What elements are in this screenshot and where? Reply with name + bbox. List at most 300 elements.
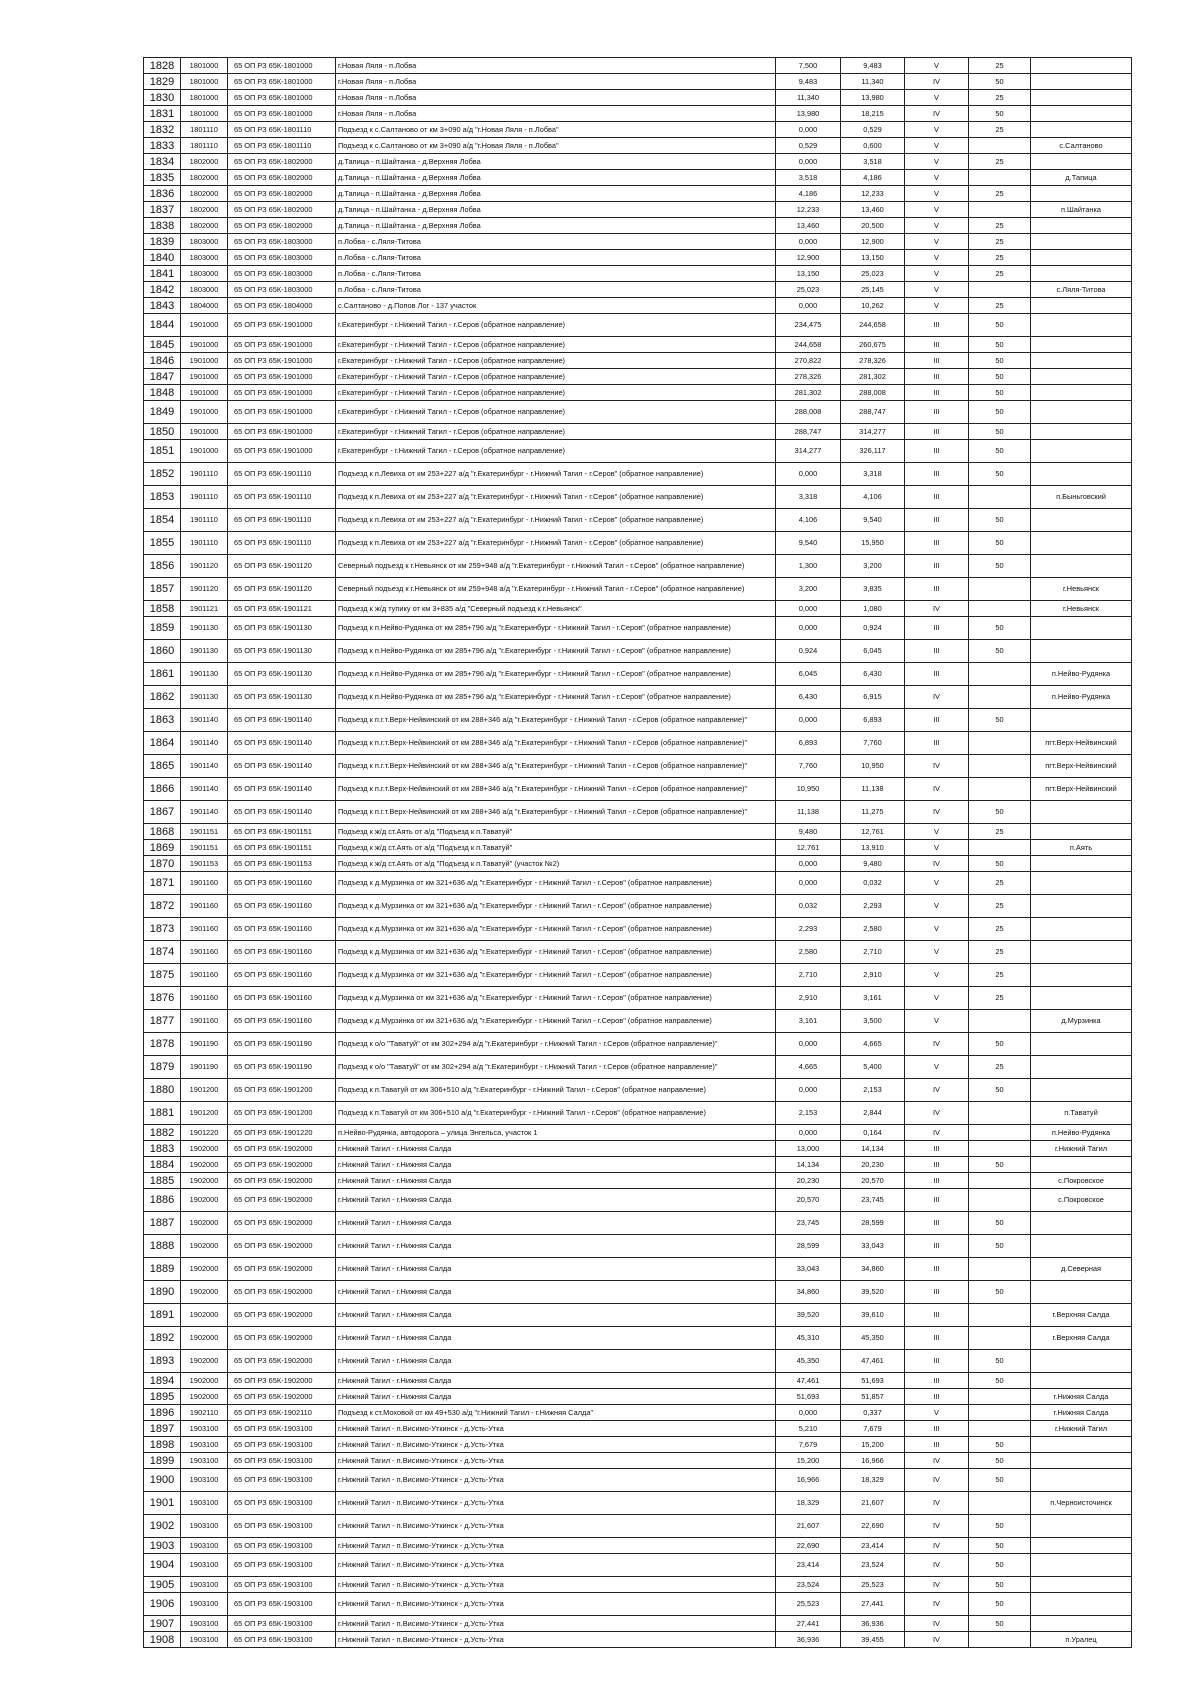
road-name: г.Екатеринбург - г.Нижний Тагил - г.Серов (обратное направление) <box>336 440 776 463</box>
km-start: 10,950 <box>776 778 841 801</box>
road-category: V <box>905 918 969 941</box>
road-index: 65 ОП РЗ 65К-1903100 <box>228 1492 336 1515</box>
road-name: г.Нижний Тагил - г.Нижняя Салда <box>336 1350 776 1373</box>
speed-limit <box>969 601 1031 617</box>
road-category: III <box>905 509 969 532</box>
road-index: 65 ОП РЗ 65К-1903100 <box>228 1453 336 1469</box>
road-code: 1801000 <box>181 90 228 106</box>
road-name: Подъезд к д.Мурзинка от км 321+636 а/д "г.Екатеринбург - г.Нижний Тагил - г.Серов" (обратное направление) <box>336 1010 776 1033</box>
road-category: V <box>905 895 969 918</box>
row-number: 1908 <box>144 1632 181 1648</box>
road-category: V <box>905 218 969 234</box>
row-number: 1875 <box>144 964 181 987</box>
road-category: III <box>905 1189 969 1212</box>
speed-limit: 50 <box>969 1577 1031 1593</box>
settlement-name: п.Аять <box>1031 840 1132 856</box>
km-start: 33,043 <box>776 1258 841 1281</box>
road-code: 1901000 <box>181 314 228 337</box>
road-name: Подъезд к п.г.т.Верх-Нейвинский от км 288+346 а/д "г.Екатеринбург - г.Нижний Тагил - г.Серов (обратное направление)" <box>336 709 776 732</box>
settlement-name <box>1031 640 1132 663</box>
row-number: 1891 <box>144 1304 181 1327</box>
road-code: 1802000 <box>181 154 228 170</box>
road-index: 65 ОП РЗ 65К-1901130 <box>228 640 336 663</box>
road-code: 1903100 <box>181 1437 228 1453</box>
road-code: 1901160 <box>181 964 228 987</box>
km-end: 2,844 <box>841 1102 905 1125</box>
road-code: 1902000 <box>181 1189 228 1212</box>
km-end: 4,186 <box>841 170 905 186</box>
road-code: 1902000 <box>181 1373 228 1389</box>
row-number: 1842 <box>144 282 181 298</box>
row-number: 1862 <box>144 686 181 709</box>
km-end: 9,480 <box>841 856 905 872</box>
road-index: 65 ОП РЗ 65К-1903100 <box>228 1632 336 1648</box>
settlement-name <box>1031 856 1132 872</box>
road-category: III <box>905 1437 969 1453</box>
speed-limit <box>969 1102 1031 1125</box>
road-code: 1902000 <box>181 1389 228 1405</box>
table-row <box>144 941 1132 964</box>
road-category: III <box>905 385 969 401</box>
table-row <box>144 170 1132 186</box>
road-index: 65 ОП РЗ 65К-1901121 <box>228 601 336 617</box>
road-category: III <box>905 486 969 509</box>
table-row <box>144 555 1132 578</box>
table-row <box>144 663 1132 686</box>
speed-limit: 50 <box>969 314 1031 337</box>
road-category: V <box>905 138 969 154</box>
km-end: 0,164 <box>841 1125 905 1141</box>
km-start: 7,760 <box>776 755 841 778</box>
road-category: V <box>905 840 969 856</box>
settlement-name: г.Нижний Тагил <box>1031 1421 1132 1437</box>
road-name: г.Новая Ляля - п.Лобва <box>336 74 776 90</box>
row-number: 1888 <box>144 1235 181 1258</box>
road-category: III <box>905 314 969 337</box>
road-category: V <box>905 58 969 74</box>
speed-limit: 50 <box>969 1281 1031 1304</box>
row-number: 1831 <box>144 106 181 122</box>
road-index: 65 ОП РЗ 65К-1903100 <box>228 1437 336 1453</box>
road-name: Подъезд к д.Мурзинка от км 321+636 а/д "г.Екатеринбург - г.Нижний Тагил - г.Серов" (обратное направление) <box>336 895 776 918</box>
settlement-name <box>1031 895 1132 918</box>
road-code: 1901153 <box>181 856 228 872</box>
table-row <box>144 1189 1132 1212</box>
table-row <box>144 640 1132 663</box>
km-start: 0,000 <box>776 709 841 732</box>
km-start: 5,210 <box>776 1421 841 1437</box>
row-number: 1889 <box>144 1258 181 1281</box>
settlement-name: п.Нейво-Рудянка <box>1031 663 1132 686</box>
speed-limit: 50 <box>969 1453 1031 1469</box>
road-code: 1903100 <box>181 1538 228 1554</box>
road-index: 65 ОП РЗ 65К-1902000 <box>228 1304 336 1327</box>
settlement-name <box>1031 1554 1132 1577</box>
km-end: 3,835 <box>841 578 905 601</box>
speed-limit <box>969 1304 1031 1327</box>
km-end: 2,153 <box>841 1079 905 1102</box>
table-row <box>144 186 1132 202</box>
road-category: III <box>905 1258 969 1281</box>
settlement-name <box>1031 941 1132 964</box>
road-name: п.Лобва - с.Ляля-Титова <box>336 250 776 266</box>
speed-limit: 25 <box>969 154 1031 170</box>
km-start: 281,302 <box>776 385 841 401</box>
speed-limit: 50 <box>969 401 1031 424</box>
road-index: 65 ОП РЗ 65К-1901151 <box>228 840 336 856</box>
table-row <box>144 964 1132 987</box>
road-code: 1903100 <box>181 1515 228 1538</box>
road-code: 1803000 <box>181 266 228 282</box>
row-number: 1895 <box>144 1389 181 1405</box>
road-code: 1903100 <box>181 1632 228 1648</box>
speed-limit: 50 <box>969 1033 1031 1056</box>
road-code: 1903100 <box>181 1554 228 1577</box>
road-name: Подъезд к п.Левиха от км 253+227 а/д "г.Екатеринбург - г.Нижний Тагил - г.Серов" (обратное направление) <box>336 532 776 555</box>
road-code: 1903100 <box>181 1453 228 1469</box>
road-code: 1801000 <box>181 106 228 122</box>
settlement-name <box>1031 1157 1132 1173</box>
km-start: 7,500 <box>776 58 841 74</box>
road-code: 1802000 <box>181 170 228 186</box>
km-end: 27,441 <box>841 1593 905 1616</box>
km-end: 15,950 <box>841 532 905 555</box>
table-row <box>144 1554 1132 1577</box>
km-start: 9,540 <box>776 532 841 555</box>
km-start: 27,441 <box>776 1616 841 1632</box>
road-code: 1901160 <box>181 941 228 964</box>
speed-limit <box>969 1327 1031 1350</box>
speed-limit: 50 <box>969 424 1031 440</box>
km-start: 11,340 <box>776 90 841 106</box>
km-end: 326,117 <box>841 440 905 463</box>
row-number: 1847 <box>144 369 181 385</box>
table-row <box>144 1056 1132 1079</box>
settlement-name: с.Покровское <box>1031 1189 1132 1212</box>
table-row <box>144 601 1132 617</box>
road-category: III <box>905 732 969 755</box>
table-row <box>144 1515 1132 1538</box>
km-start: 13,150 <box>776 266 841 282</box>
km-start: 2,710 <box>776 964 841 987</box>
road-name: г.Нижний Тагил - г.Нижняя Салда <box>336 1189 776 1212</box>
row-number: 1867 <box>144 801 181 824</box>
road-name: с.Салтаново - д.Попов Лог - 137 участок <box>336 298 776 314</box>
road-index: 65 ОП РЗ 65К-1801000 <box>228 106 336 122</box>
row-number: 1893 <box>144 1350 181 1373</box>
row-number: 1863 <box>144 709 181 732</box>
road-index: 65 ОП РЗ 65К-1802000 <box>228 202 336 218</box>
speed-limit: 50 <box>969 337 1031 353</box>
road-code: 1901110 <box>181 486 228 509</box>
table-row <box>144 1281 1132 1304</box>
speed-limit <box>969 840 1031 856</box>
road-name: г.Нижний Тагил - г.Нижняя Салда <box>336 1281 776 1304</box>
settlement-name <box>1031 353 1132 369</box>
km-start: 288,747 <box>776 424 841 440</box>
speed-limit: 50 <box>969 1079 1031 1102</box>
settlement-name: с.Салтаново <box>1031 138 1132 154</box>
road-category: V <box>905 964 969 987</box>
road-code: 1901000 <box>181 353 228 369</box>
road-code: 1803000 <box>181 282 228 298</box>
road-code: 1901151 <box>181 824 228 840</box>
row-number: 1887 <box>144 1212 181 1235</box>
road-index: 65 ОП РЗ 65К-1901110 <box>228 463 336 486</box>
table-row <box>144 1235 1132 1258</box>
settlement-name <box>1031 964 1132 987</box>
road-index: 65 ОП РЗ 65К-1901000 <box>228 440 336 463</box>
table-row <box>144 1350 1132 1373</box>
speed-limit: 50 <box>969 709 1031 732</box>
road-index: 65 ОП РЗ 65К-1801000 <box>228 90 336 106</box>
speed-limit: 50 <box>969 385 1031 401</box>
settlement-name: п.Шайтанка <box>1031 202 1132 218</box>
road-code: 1902000 <box>181 1141 228 1157</box>
road-name: Подъезд к п.Нейво-Рудянка от км 285+796 а/д "г.Екатеринбург - г.Нижний Тагил - г.Серов" (обратное направление) <box>336 617 776 640</box>
settlement-name <box>1031 234 1132 250</box>
road-index: 65 ОП РЗ 65К-1901160 <box>228 964 336 987</box>
table-row <box>144 1616 1132 1632</box>
road-category: III <box>905 1304 969 1327</box>
km-end: 12,900 <box>841 234 905 250</box>
road-name: Подъезд к д.Мурзинка от км 321+636 а/д "г.Екатеринбург - г.Нижний Тагил - г.Серов" (обратное направление) <box>336 918 776 941</box>
table-row <box>144 918 1132 941</box>
settlement-name <box>1031 1350 1132 1373</box>
row-number: 1848 <box>144 385 181 401</box>
row-number: 1870 <box>144 856 181 872</box>
road-name: г.Нижний Тагил - п.Висимо-Уткинск - д.Усть-Утка <box>336 1421 776 1437</box>
table-row <box>144 987 1132 1010</box>
row-number: 1897 <box>144 1421 181 1437</box>
row-number: 1846 <box>144 353 181 369</box>
row-number: 1854 <box>144 509 181 532</box>
row-number: 1896 <box>144 1405 181 1421</box>
row-number: 1877 <box>144 1010 181 1033</box>
speed-limit <box>969 1189 1031 1212</box>
road-category: V <box>905 202 969 218</box>
km-start: 7,679 <box>776 1437 841 1453</box>
row-number: 1865 <box>144 755 181 778</box>
settlement-name <box>1031 298 1132 314</box>
road-category: IV <box>905 601 969 617</box>
road-name: Подъезд к о/о "Таватуй" от км 302+294 а/д "г.Екатеринбург - г.Нижний Тагил - г.Серов (обратное направление)" <box>336 1033 776 1056</box>
speed-limit <box>969 202 1031 218</box>
road-name: Подъезд к п.Левиха от км 253+227 а/д "г.Екатеринбург - г.Нижний Тагил - г.Серов" (обратное направление) <box>336 509 776 532</box>
km-start: 0,000 <box>776 617 841 640</box>
km-start: 28,599 <box>776 1235 841 1258</box>
settlement-name <box>1031 1616 1132 1632</box>
km-start: 234,475 <box>776 314 841 337</box>
table-row <box>144 1405 1132 1421</box>
km-end: 314,277 <box>841 424 905 440</box>
road-code: 1901121 <box>181 601 228 617</box>
km-end: 260,675 <box>841 337 905 353</box>
road-name: Подъезд к п.Таватуй от км 306+510 а/д "г.Екатеринбург - г.Нижний Тагил - г.Серов" (обратное направление) <box>336 1102 776 1125</box>
km-start: 0,000 <box>776 1405 841 1421</box>
km-start: 6,430 <box>776 686 841 709</box>
table-row <box>144 234 1132 250</box>
row-number: 1858 <box>144 601 181 617</box>
speed-limit: 50 <box>969 509 1031 532</box>
road-code: 1901200 <box>181 1102 228 1125</box>
km-end: 0,337 <box>841 1405 905 1421</box>
row-number: 1884 <box>144 1157 181 1173</box>
road-index: 65 ОП РЗ 65К-1902000 <box>228 1258 336 1281</box>
road-category: IV <box>905 1079 969 1102</box>
road-registry-table <box>143 57 1132 1648</box>
row-number: 1906 <box>144 1593 181 1616</box>
settlement-name <box>1031 424 1132 440</box>
km-start: 15,200 <box>776 1453 841 1469</box>
road-index: 65 ОП РЗ 65К-1901140 <box>228 732 336 755</box>
road-index: 65 ОП РЗ 65К-1903100 <box>228 1577 336 1593</box>
road-name: г.Екатеринбург - г.Нижний Тагил - г.Серов (обратное направление) <box>336 385 776 401</box>
road-index: 65 ОП РЗ 65К-1901000 <box>228 401 336 424</box>
road-code: 1901000 <box>181 401 228 424</box>
row-number: 1874 <box>144 941 181 964</box>
road-category: V <box>905 122 969 138</box>
road-name: г.Нижний Тагил - г.Нижняя Салда <box>336 1235 776 1258</box>
road-index: 65 ОП РЗ 65К-1901160 <box>228 918 336 941</box>
km-end: 3,161 <box>841 987 905 1010</box>
speed-limit <box>969 1421 1031 1437</box>
km-end: 51,693 <box>841 1373 905 1389</box>
km-start: 39,520 <box>776 1304 841 1327</box>
km-end: 23,414 <box>841 1538 905 1554</box>
road-category: V <box>905 941 969 964</box>
settlement-name <box>1031 1577 1132 1593</box>
road-index: 65 ОП РЗ 65К-1901200 <box>228 1079 336 1102</box>
road-name: г.Нижний Тагил - п.Висимо-Уткинск - д.Усть-Утка <box>336 1453 776 1469</box>
km-end: 25,023 <box>841 266 905 282</box>
road-category: III <box>905 1173 969 1189</box>
row-number: 1892 <box>144 1327 181 1350</box>
table-row <box>144 1492 1132 1515</box>
speed-limit: 50 <box>969 440 1031 463</box>
settlement-name <box>1031 1212 1132 1235</box>
road-index: 65 ОП РЗ 65К-1901140 <box>228 778 336 801</box>
settlement-name <box>1031 1373 1132 1389</box>
km-start: 47,461 <box>776 1373 841 1389</box>
settlement-name <box>1031 266 1132 282</box>
settlement-name <box>1031 1056 1132 1079</box>
km-end: 281,302 <box>841 369 905 385</box>
km-end: 20,500 <box>841 218 905 234</box>
km-end: 15,200 <box>841 1437 905 1453</box>
row-number: 1885 <box>144 1173 181 1189</box>
road-index: 65 ОП РЗ 65К-1801000 <box>228 58 336 74</box>
road-name: г.Нижний Тагил - п.Висимо-Уткинск - д.Усть-Утка <box>336 1632 776 1648</box>
road-index: 65 ОП РЗ 65К-1804000 <box>228 298 336 314</box>
row-number: 1860 <box>144 640 181 663</box>
row-number: 1868 <box>144 824 181 840</box>
km-start: 0,000 <box>776 872 841 895</box>
km-end: 6,045 <box>841 640 905 663</box>
road-index: 65 ОП РЗ 65К-1903100 <box>228 1538 336 1554</box>
settlement-name <box>1031 90 1132 106</box>
settlement-name <box>1031 801 1132 824</box>
road-category: III <box>905 555 969 578</box>
row-number: 1856 <box>144 555 181 578</box>
km-end: 28,599 <box>841 1212 905 1235</box>
speed-limit: 50 <box>969 353 1031 369</box>
settlement-name: пгт.Верх-Нейвинский <box>1031 778 1132 801</box>
row-number: 1882 <box>144 1125 181 1141</box>
km-start: 0,000 <box>776 154 841 170</box>
road-category: IV <box>905 1515 969 1538</box>
road-name: Подъезд к п.г.т.Верх-Нейвинский от км 288+346 а/д "г.Екатеринбург - г.Нижний Тагил - г.Серов (обратное направление)" <box>336 778 776 801</box>
road-name: д.Тапица - п.Шайтанка - д.Верхняя Лобва <box>336 202 776 218</box>
km-start: 0,000 <box>776 1033 841 1056</box>
km-start: 0,000 <box>776 856 841 872</box>
table-row <box>144 486 1132 509</box>
road-name: Подъезд к с.Салтаново от км 3+090 а/д "г.Новая Ляля - п.Лобва" <box>336 122 776 138</box>
km-end: 39,610 <box>841 1304 905 1327</box>
road-index: 65 ОП РЗ 65К-1801000 <box>228 74 336 90</box>
road-name: г.Нижний Тагил - п.Висимо-Уткинск - д.Усть-Утка <box>336 1577 776 1593</box>
speed-limit: 50 <box>969 1554 1031 1577</box>
road-name: г.Екатеринбург - г.Нижний Тагил - г.Серов (обратное направление) <box>336 369 776 385</box>
settlement-name: пгт.Верх-Нейвинский <box>1031 732 1132 755</box>
table-row <box>144 250 1132 266</box>
road-category: IV <box>905 1554 969 1577</box>
road-code: 1901000 <box>181 369 228 385</box>
settlement-name: г.Верхняя Салда <box>1031 1304 1132 1327</box>
row-number: 1878 <box>144 1033 181 1056</box>
km-start: 3,161 <box>776 1010 841 1033</box>
km-start: 18,329 <box>776 1492 841 1515</box>
road-category: III <box>905 369 969 385</box>
km-end: 244,658 <box>841 314 905 337</box>
road-index: 65 ОП РЗ 65К-1802000 <box>228 154 336 170</box>
road-index: 65 ОП РЗ 65К-1901140 <box>228 755 336 778</box>
speed-limit: 25 <box>969 872 1031 895</box>
road-name: Подъезд к п.г.т.Верх-Нейвинский от км 288+346 а/д "г.Екатеринбург - г.Нижний Тагил - г.Серов (обратное направление)" <box>336 801 776 824</box>
km-start: 288,008 <box>776 401 841 424</box>
row-number: 1873 <box>144 918 181 941</box>
road-name: п.Нейво-Рудянка, автодорога – улица Энгельса, участок 1 <box>336 1125 776 1141</box>
row-number: 1899 <box>144 1453 181 1469</box>
road-code: 1901190 <box>181 1056 228 1079</box>
road-category: III <box>905 463 969 486</box>
settlement-name <box>1031 1453 1132 1469</box>
road-category: III <box>905 663 969 686</box>
km-start: 0,000 <box>776 298 841 314</box>
road-code: 1901160 <box>181 987 228 1010</box>
km-end: 13,460 <box>841 202 905 218</box>
row-number: 1872 <box>144 895 181 918</box>
road-name: г.Екатеринбург - г.Нижний Тагил - г.Серов (обратное направление) <box>336 337 776 353</box>
road-category: III <box>905 353 969 369</box>
road-index: 65 ОП РЗ 65К-1803000 <box>228 266 336 282</box>
km-start: 51,693 <box>776 1389 841 1405</box>
speed-limit <box>969 1405 1031 1421</box>
road-index: 65 ОП РЗ 65К-1902000 <box>228 1327 336 1350</box>
km-start: 0,000 <box>776 122 841 138</box>
table-row <box>144 385 1132 401</box>
road-code: 1901200 <box>181 1079 228 1102</box>
road-code: 1902000 <box>181 1258 228 1281</box>
km-end: 45,350 <box>841 1327 905 1350</box>
road-index: 65 ОП РЗ 65К-1901110 <box>228 509 336 532</box>
speed-limit: 25 <box>969 186 1031 202</box>
km-start: 23,414 <box>776 1554 841 1577</box>
km-end: 12,233 <box>841 186 905 202</box>
km-start: 314,277 <box>776 440 841 463</box>
table-row <box>144 282 1132 298</box>
km-end: 14,134 <box>841 1141 905 1157</box>
